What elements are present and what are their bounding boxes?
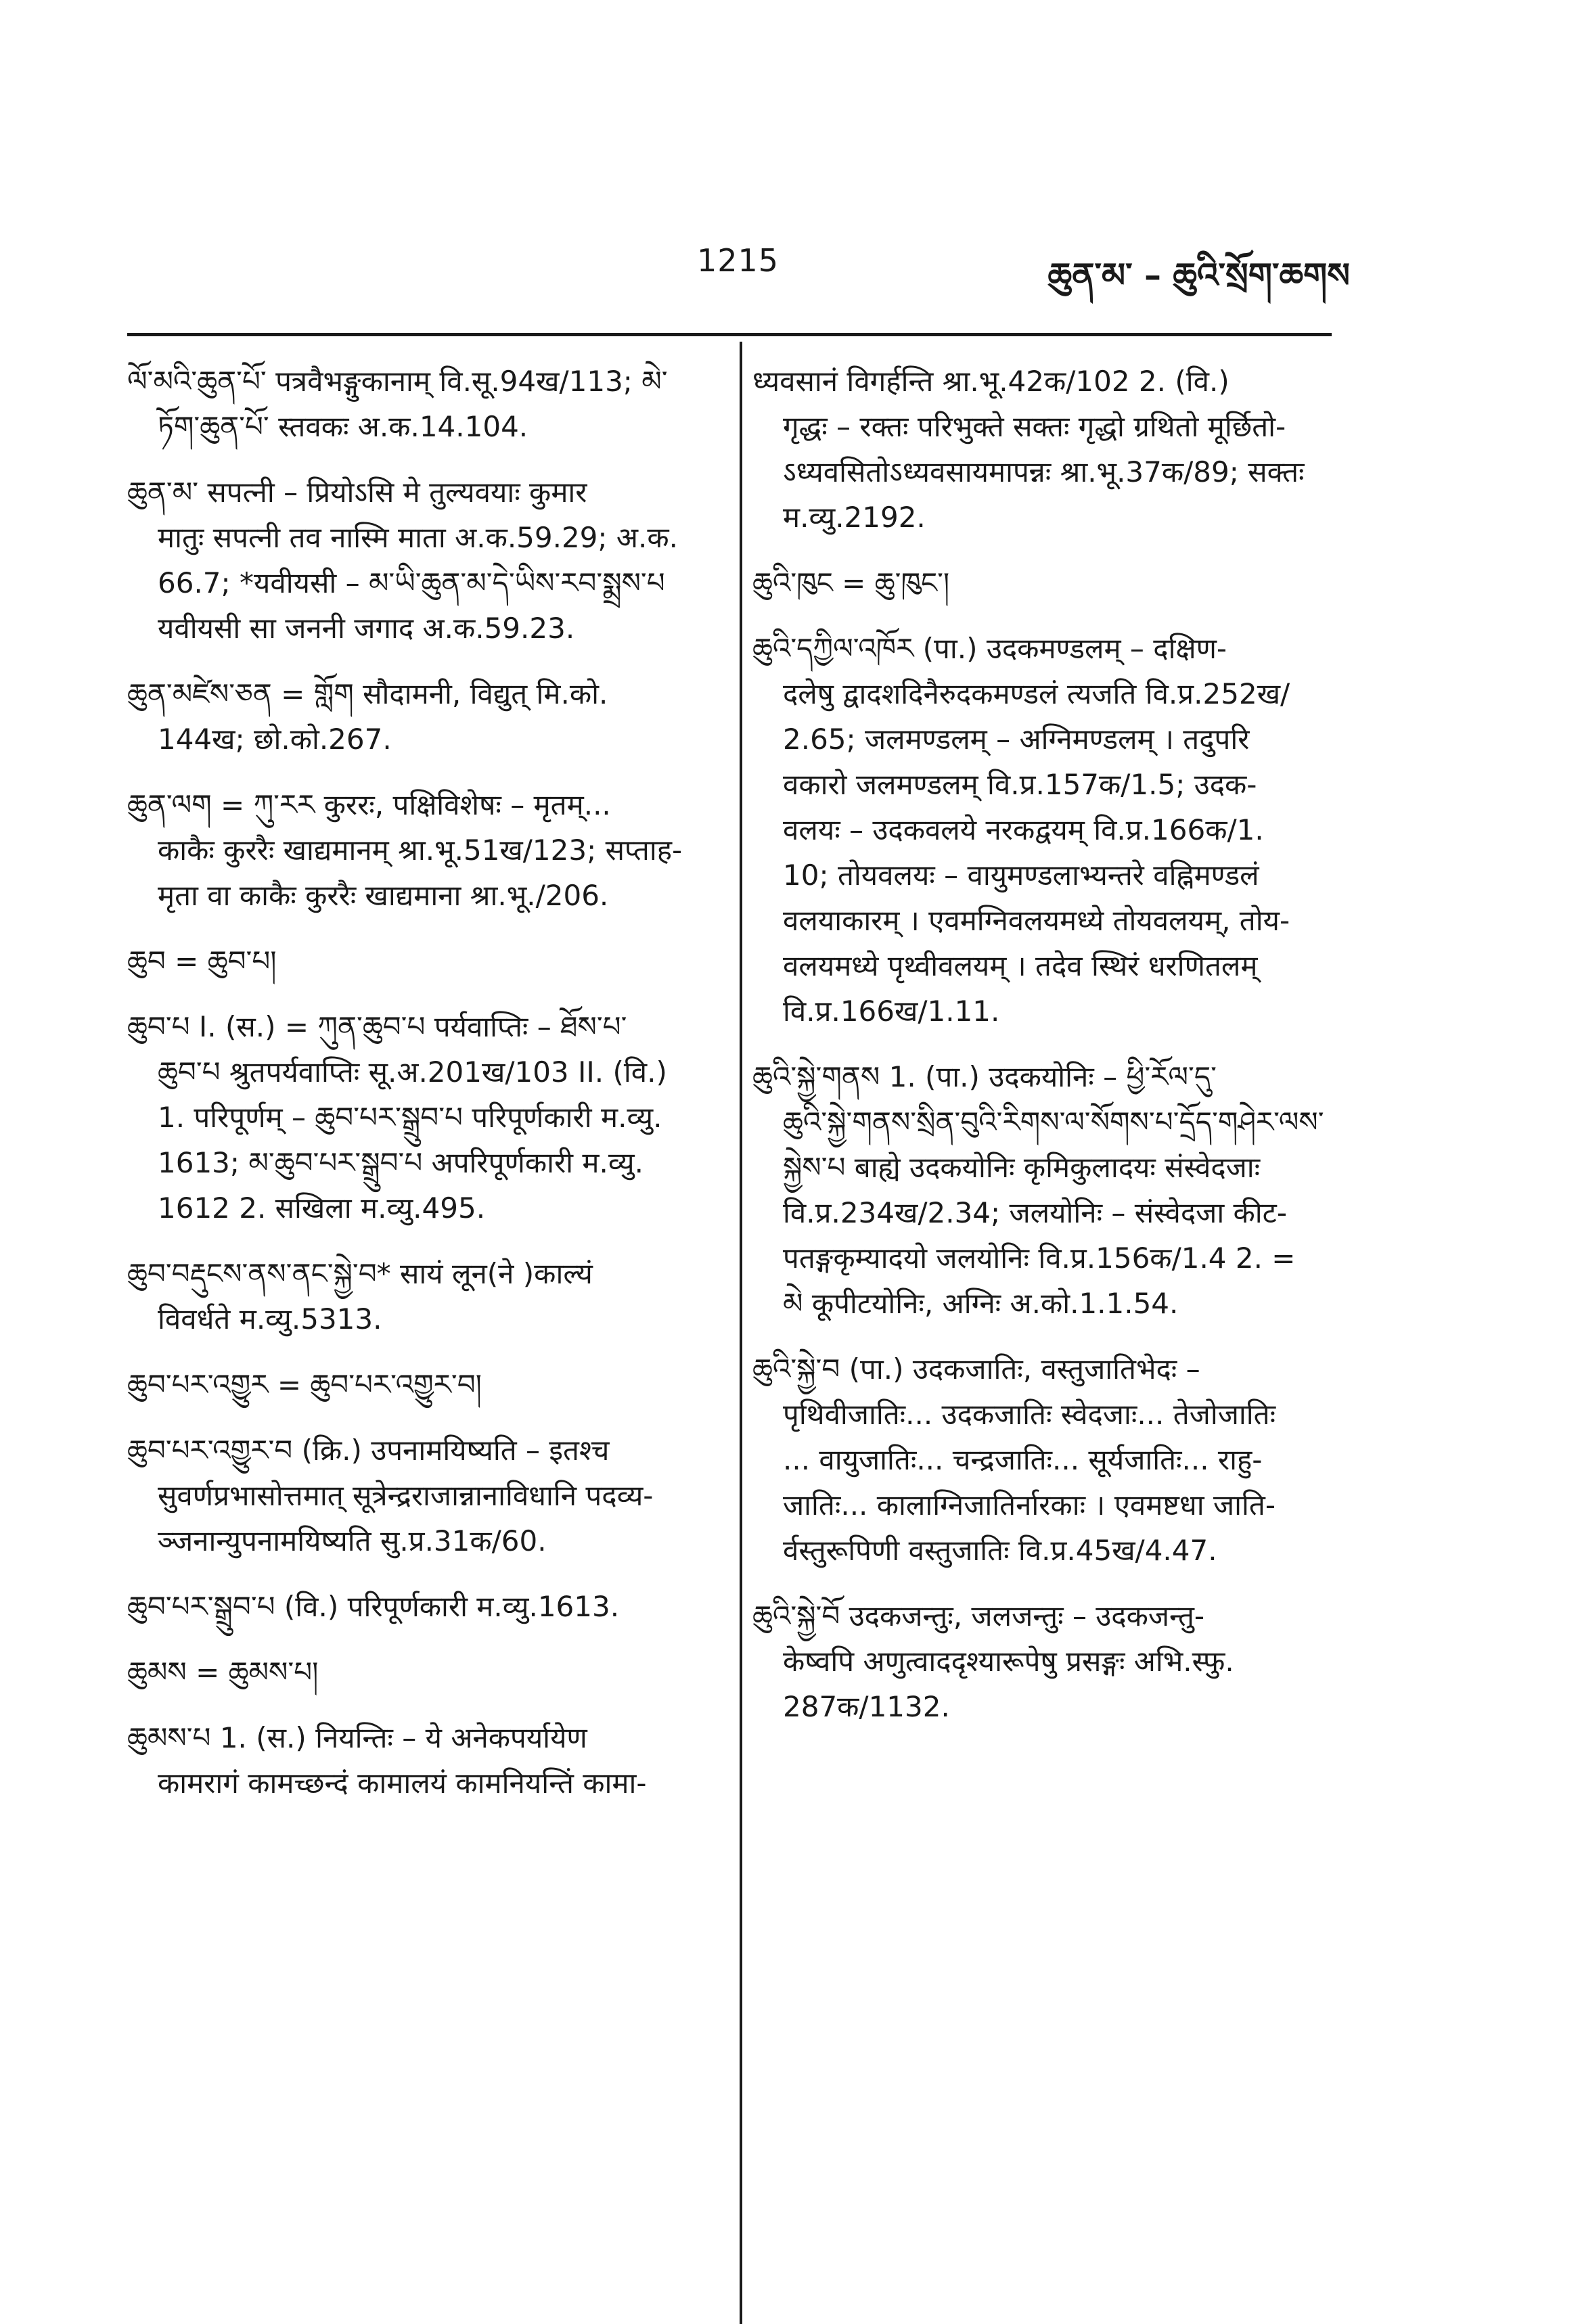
entry-headline: ཆུའི་དཀྱིལ་འཁོར (पा.) उदकमण्डलम् – दक्षिण-	[752, 632, 1227, 665]
entry-line: वि.प्र.234ख/2.34; जलयोनिः – संस्वेदजा कीट-	[783, 1196, 1288, 1229]
dictionary-entry	[127, 1362, 702, 1407]
dictionary-entry	[127, 1251, 702, 1342]
entry-headline: ལོ་མའི་ཆུན་པོ་ पत्रवैभङ्गुकानाम् वि.सू.94ख/113; མེ་	[127, 365, 668, 398]
entry-line: ञ्जनान्युपनामयिष्यति सु.प्र.31क/60.	[158, 1524, 547, 1557]
entry-line: वकारो जलमण्डलम् वि.प्र.157क/1.5; उदक-	[783, 768, 1257, 801]
entry-line: पृथिवीजातिः... उदकजातिः स्वेदजाः... तेजोजातिः	[783, 1398, 1276, 1431]
dictionary-entry	[127, 1649, 702, 1695]
entry-line: མེ कूपीटयोनिः, अग्निः अ.को.1.1.54.	[783, 1287, 1179, 1320]
entry-line: ... वायुजातिः... चन्द्रजातिः... सूर्यजातिः... राहु-	[783, 1443, 1263, 1476]
entry-line: र्वस्तुरूपिणी वस्तुजातिः वि.प्र.45ख/4.47.	[783, 1534, 1217, 1567]
dictionary-entry	[127, 359, 702, 449]
entry-line: ཆུབ་པ श्रुतपर्यवाप्तिः सू.अ.201ख/103 II. (वि.)	[158, 1055, 667, 1089]
dictionary-entry	[752, 1346, 1341, 1573]
entry-line: ཆུའི་སྐྱེ་གནས་སྲིན་བུའི་རིགས་ལ་སོགས་པ་དྲོད་གཤེར་ལས་	[783, 1106, 1324, 1139]
running-head: ཆུན་མ་ – ཆུའི་སྲོག་ཆགས	[1047, 256, 1350, 295]
entry-headline: ཆུའི་ཁུང = ཆུ་ཁུང་།	[752, 566, 950, 599]
entry-headline: ध्यवसानं विगर्हन्ति श्रा.भू.42क/102 2. (वि.)	[752, 365, 1229, 398]
entry-headline: ཆུབ་པར་འགྱུར་བ (क्रि.) उपनामयिष्यति – इतश्च	[127, 1434, 610, 1467]
entry-headline: ཆུའི་སྐྱེ་བ (पा.) उदकजातिः, वस्तुजातिभेदः –	[752, 1352, 1200, 1386]
entry-headline: ཆུབ་པར་འགྱུར = ཆུབ་པར་འགྱུར་བ།	[127, 1368, 482, 1401]
dictionary-entry	[127, 1715, 702, 1806]
entry-line: कामरागं कामच्छन्दं कामालयं कामनियन्तिं कामा-	[158, 1767, 647, 1800]
entry-line: वलयमध्ये पृथ्वीवलयम् । तदेव स्थिरं धरणितलम्	[783, 949, 1258, 982]
entry-headline: ཆུབ་པར་སྒྲུབ་པ (वि.) परिपूर्णकारी म.व्यु.1613.	[127, 1590, 620, 1623]
dictionary-entry	[127, 671, 702, 762]
entry-line: दलेषु द्वादशदिनैरुदकमण्डलं त्यजति वि.प्र.252ख/	[783, 677, 1290, 710]
dictionary-entry	[127, 1004, 702, 1231]
entry-line: སྐྱེས་པ बाह्ये उदकयोनिः कृमिकुलादयः संस्वेदजाः	[783, 1151, 1261, 1184]
left-column	[127, 359, 702, 1826]
entry-line: 1612 2. सखिला म.व्यु.495.	[158, 1191, 486, 1225]
dictionary-entry	[127, 782, 702, 918]
header-rule	[127, 333, 1332, 336]
dictionary-entry	[752, 1054, 1341, 1326]
entry-line: मातुः सपत्नी तव नास्मि माता अ.क.59.29; अ.क.	[158, 521, 678, 554]
entry-headline: ཆུའི་སྐྱེ་བོ उदकजन्तुः, जलजन्तुः – उदकजन्तु-	[752, 1599, 1205, 1633]
dictionary-entry	[127, 1584, 702, 1629]
entry-line: जातिः... कालाग्निजातिर्नारकाः । एवमष्टधा जाति-	[783, 1488, 1276, 1522]
page-number: 1215	[697, 242, 780, 279]
dictionary-entry	[752, 1593, 1341, 1729]
entry-line: म.व्यु.2192.	[783, 501, 926, 534]
dictionary-entry	[752, 626, 1341, 1034]
dictionary-entry	[127, 1428, 702, 1564]
dictionary-entry	[127, 938, 702, 984]
entry-headline: ཆུན་མཛེས་ཅན = གློག सौदामनी, विद्युत् मि.को.	[127, 677, 608, 710]
column-divider	[740, 342, 742, 2324]
entry-line: पतङ्गकृम्यादयो जलयोनिः वि.प्र.156क/1.4 2. =	[783, 1241, 1296, 1275]
entry-headline: ཆུན་མ་ सपत्नी – प्रियोऽसि मे तुल्यवयाः कुमार	[127, 476, 587, 509]
entry-line: 1613; མ་ཆུབ་པར་སྒྲུབ་པ अपरिपूर्णकारी म.व्यु.	[158, 1146, 644, 1179]
right-column	[752, 359, 1341, 1750]
entry-line: केष्वपि अणुत्वाददृश्यारूपेषु प्रसङ्गः अभि.स्फु.	[783, 1645, 1234, 1678]
entry-headline: ཆུམས་པ 1. (स.) नियन्तिः – ये अनेकपर्यायेण	[127, 1721, 587, 1754]
entry-line: 66.7; *यवीयसी – མ་ཡི་ཆུན་མ་དེ་ཡིས་རབ་སྨྲས་པ	[158, 566, 665, 599]
entry-line: ཏོག་ཆུན་པོ་ स्तवकः अ.क.14.104.	[158, 410, 528, 443]
entry-line: मृता वा काकैः कुररैः खाद्यमाना श्रा.भू./206.	[158, 879, 609, 912]
entry-line: ऽध्यवसितोऽध्यवसायमापन्नः श्रा.भू.37क/89; सक्तः	[783, 455, 1305, 488]
entry-line: गृद्धः – रक्तः परिभुक्ते सक्तः गृद्धो ग्रथितो मूर्छितो-	[783, 410, 1286, 443]
entry-headline: ཆུབ་པ I. (स.) = ཀུན་ཆུབ་པ पर्यवाप्तिः – ཐོས་པ་	[127, 1010, 627, 1043]
dictionary-entry	[752, 560, 1341, 606]
dictionary-entry	[752, 359, 1341, 540]
entry-line: यवीयसी सा जननी जगाद अ.क.59.23.	[158, 612, 575, 645]
entry-headline: ཆུན་ལག = ཀུ་རར कुररः, पक्षिविशेषः – मृतम्...	[127, 788, 611, 821]
dictionary-entry	[127, 470, 702, 651]
entry-line: 287क/1132.	[783, 1690, 950, 1723]
entry-line: वि.प्र.166ख/1.11.	[783, 995, 1000, 1028]
entry-line: 10; तोयवलयः – वायुमण्डलाभ्यन्तरे वह्निमण्डलं	[783, 859, 1259, 892]
entry-headline: ཆུབ = ཆུབ་པ།	[127, 944, 277, 978]
entry-headline: ཆུམས = ཆུམས་པ།	[127, 1656, 319, 1689]
entry-line: सुवर्णप्रभासोत्तमात् सूत्रेन्द्रराजान्नानाविधानि पदव्य-	[158, 1479, 654, 1512]
entry-line: 2.65; जलमण्डलम् – अग्निमण्डलम् । तदुपरि	[783, 723, 1250, 756]
entry-line: वलयः – उदकवलये नरकद्वयम् वि.प्र.166क/1.	[783, 813, 1264, 846]
entry-line: 144ख; छो.को.267.	[158, 723, 392, 756]
entry-headline: ཆུབ་བརྡུངས་ནས་ནང་སྐྱེ་བ* सायं लून(ने )काल्यं	[127, 1257, 593, 1290]
entry-headline: ཆུའི་སྐྱེ་གནས 1. (पा.) उदकयोनिः – ཕྱི་རོལ་དུ་	[752, 1060, 1217, 1093]
entry-line: 1. परिपूर्णम् – ཆུབ་པར་སྒྲུབ་པ परिपूर्णकारी म.व्यु.	[158, 1101, 662, 1134]
entry-line: विवर्धते म.व्यु.5313.	[158, 1302, 382, 1336]
entry-line: काकैः कुररैः खाद्यमानम् श्रा.भू.51ख/123; सप्ताह-	[158, 834, 683, 867]
entry-line: वलयाकारम् । एवमग्निवलयमध्ये तोयवलयम्, तोय-	[783, 904, 1290, 937]
